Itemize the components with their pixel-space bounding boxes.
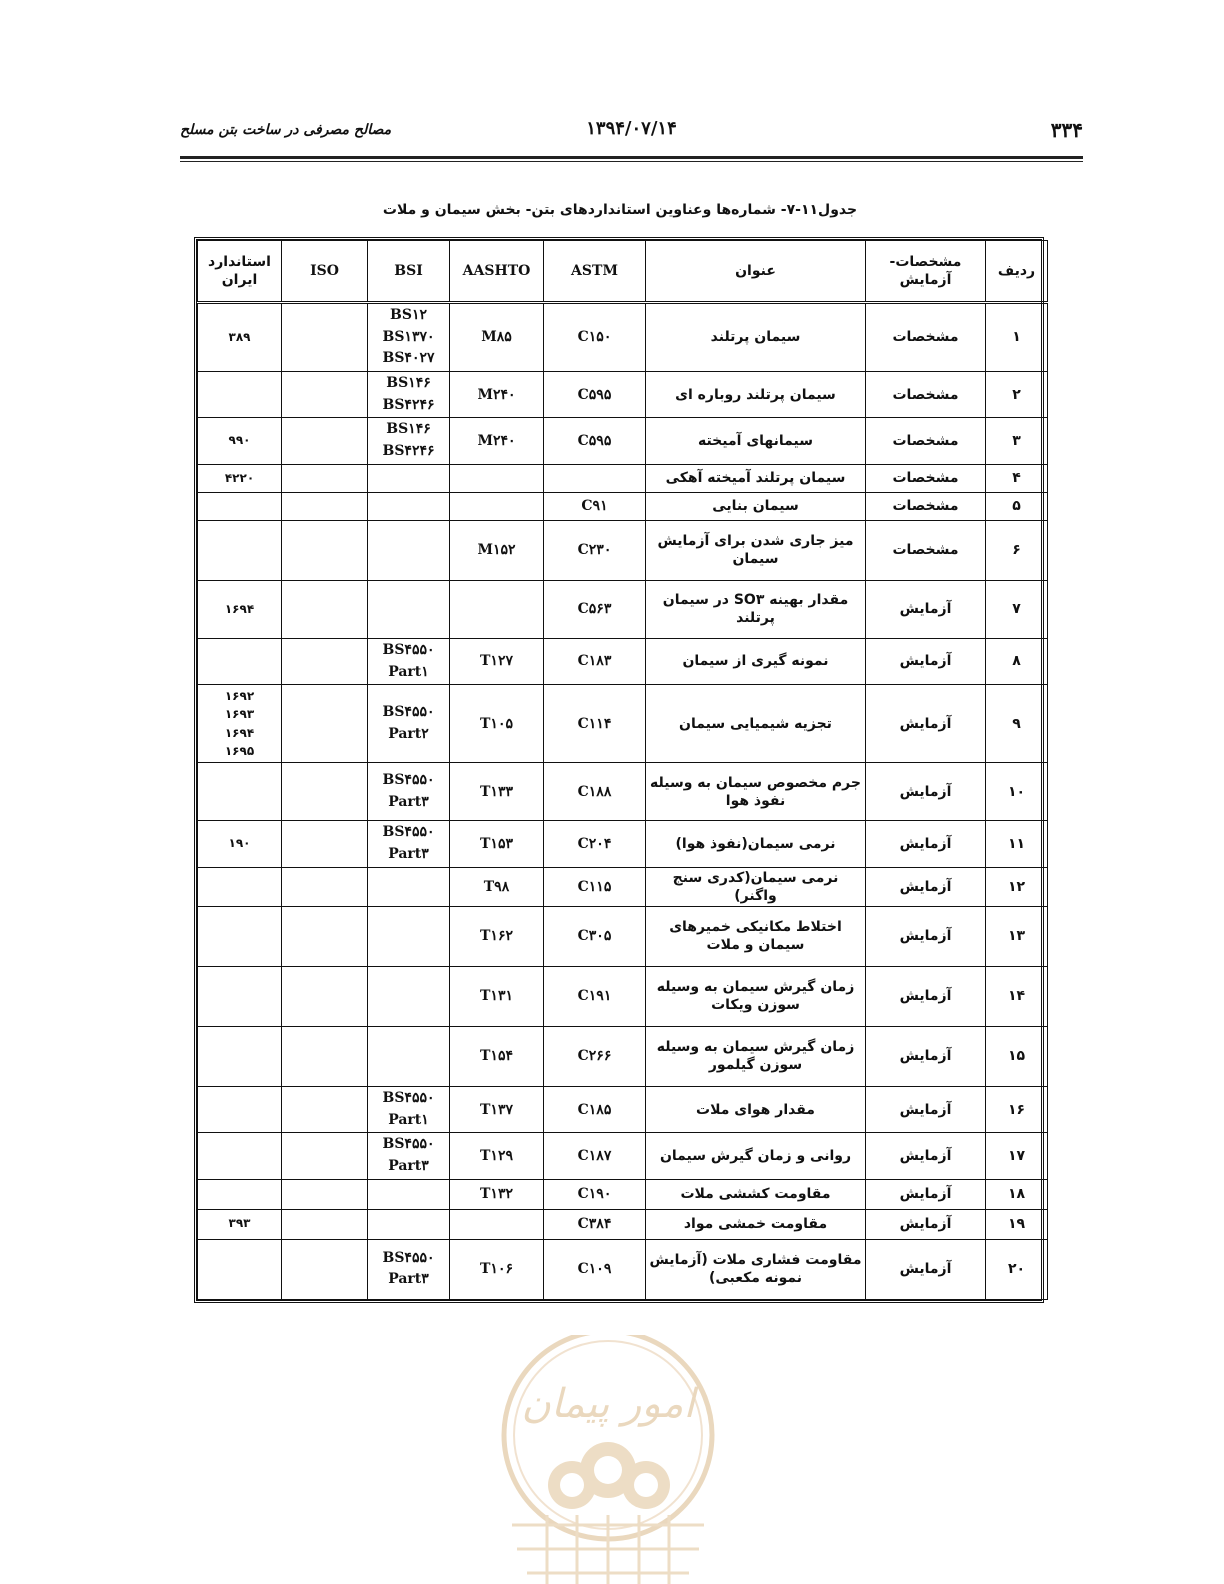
cell-bsi: BS۴۵۵۰ Part۱	[368, 1086, 450, 1132]
cell-iso	[282, 763, 368, 821]
cell-type: مشخصات	[866, 492, 986, 520]
cell-aashto	[450, 580, 544, 638]
cell-row-number: ۱۶	[986, 1086, 1048, 1132]
standards-table	[197, 240, 1048, 1300]
cell-iran	[198, 1179, 282, 1209]
col-header-row: ردیف	[986, 241, 1048, 303]
cell-row-number: ۱۰	[986, 763, 1048, 821]
cell-iran	[198, 763, 282, 821]
cell-bsi	[368, 1026, 450, 1086]
table-row	[198, 1086, 1048, 1132]
cell-iso	[282, 966, 368, 1026]
page-number: ۳۳۴	[1050, 118, 1083, 142]
cell-aashto: T۱۰۵	[450, 685, 544, 763]
cell-type: آزمایش	[866, 821, 986, 867]
cell-type: آزمایش	[866, 1026, 986, 1086]
col-header-type: مشخصات- آزمایش	[866, 241, 986, 303]
cell-type: آزمایش	[866, 1179, 986, 1209]
cell-astm: C۱۹۰	[544, 1179, 646, 1209]
cell-type: آزمایش	[866, 1133, 986, 1179]
cell-iran	[198, 1239, 282, 1299]
cell-type: آزمایش	[866, 1239, 986, 1299]
cell-iso	[282, 906, 368, 966]
cell-iso	[282, 638, 368, 684]
table-row	[198, 464, 1048, 492]
cell-row-number: ۱	[986, 303, 1048, 372]
cell-bsi: BS۱۴۶ BS۴۲۴۶	[368, 372, 450, 418]
cell-astm: C۹۱	[544, 492, 646, 520]
cell-astm: C۱۱۵	[544, 867, 646, 906]
cell-aashto: T۱۲۷	[450, 638, 544, 684]
cell-iran: ۳۹۳	[198, 1209, 282, 1239]
cell-aashto: M۸۵	[450, 303, 544, 372]
cell-type: مشخصات	[866, 372, 986, 418]
cell-iran	[198, 638, 282, 684]
header-rule-thin	[180, 161, 1083, 162]
cell-astm: C۵۶۳	[544, 580, 646, 638]
cell-title: زمان گیرش سیمان به وسیله سوزن ویکات	[646, 966, 866, 1026]
cell-title: اختلاط مکانیکی خمیرهای سیمان و ملات	[646, 906, 866, 966]
cell-row-number: ۱۹	[986, 1209, 1048, 1239]
cell-astm: C۱۸۷	[544, 1133, 646, 1179]
cell-aashto: T۹۸	[450, 867, 544, 906]
col-header-iran: استاندارد ایران	[198, 241, 282, 303]
table-row	[198, 580, 1048, 638]
cell-bsi	[368, 580, 450, 638]
cell-title: جرم مخصوص سیمان به وسیله نفوذ هوا	[646, 763, 866, 821]
table-row	[198, 303, 1048, 372]
table-row	[198, 685, 1048, 763]
cell-title: نرمی سیمان(نفوذ هوا)	[646, 821, 866, 867]
cell-iran	[198, 1133, 282, 1179]
cell-bsi	[368, 966, 450, 1026]
cell-aashto: T۱۳۲	[450, 1179, 544, 1209]
header-rule	[180, 156, 1083, 159]
table-row	[198, 1133, 1048, 1179]
table-row	[198, 492, 1048, 520]
table-row	[198, 966, 1048, 1026]
cell-type: آزمایش	[866, 685, 986, 763]
cell-iran	[198, 906, 282, 966]
cell-iso	[282, 520, 368, 580]
cell-row-number: ۷	[986, 580, 1048, 638]
seal-text: امور پیمان	[521, 1381, 695, 1427]
cell-type: آزمایش	[866, 1209, 986, 1239]
cell-aashto: T۱۳۷	[450, 1086, 544, 1132]
table-row	[198, 1209, 1048, 1239]
cell-title: سیمانهای آمیخته	[646, 418, 866, 464]
cell-row-number: ۱۳	[986, 906, 1048, 966]
cell-title: مقدار هوای ملات	[646, 1086, 866, 1132]
cell-iso	[282, 1133, 368, 1179]
cell-iso	[282, 418, 368, 464]
cell-row-number: ۳	[986, 418, 1048, 464]
cell-title: میز جاری شدن برای آزمایش سیمان	[646, 520, 866, 580]
cell-row-number: ۱۱	[986, 821, 1048, 867]
cell-iran: ۱۶۹۲ ۱۶۹۳ ۱۶۹۴ ۱۶۹۵	[198, 685, 282, 763]
cell-type: آزمایش	[866, 580, 986, 638]
cell-aashto: T۱۵۳	[450, 821, 544, 867]
cell-iso	[282, 464, 368, 492]
amour-peyman-seal-watermark	[497, 1335, 719, 1584]
cell-iran	[198, 867, 282, 906]
cell-title: تجزیه شیمیایی سیمان	[646, 685, 866, 763]
table-row	[198, 1239, 1048, 1299]
cell-row-number: ۱۲	[986, 867, 1048, 906]
cell-title: نمونه گیری از سیمان	[646, 638, 866, 684]
cell-iso	[282, 1026, 368, 1086]
cell-iran: ۱۶۹۴	[198, 580, 282, 638]
cell-bsi: BS۴۵۵۰ Part۱	[368, 638, 450, 684]
cell-iran	[198, 492, 282, 520]
cell-title: روانی و زمان گیرش سیمان	[646, 1133, 866, 1179]
cell-aashto	[450, 492, 544, 520]
cell-row-number: ۶	[986, 520, 1048, 580]
col-header-aashto: AASHTO	[450, 241, 544, 303]
cell-bsi	[368, 1209, 450, 1239]
cell-aashto: M۲۴۰	[450, 372, 544, 418]
book-title: مصالح مصرفی در ساخت بتن مسلح	[180, 122, 392, 138]
cell-iran: ۱۹۰	[198, 821, 282, 867]
col-header-title: عنوان	[646, 241, 866, 303]
cell-bsi	[368, 867, 450, 906]
col-header-astm: ASTM	[544, 241, 646, 303]
cell-row-number: ۴	[986, 464, 1048, 492]
cell-type: مشخصات	[866, 520, 986, 580]
cell-iran	[198, 520, 282, 580]
cell-bsi	[368, 464, 450, 492]
cell-astm: C۱۸۸	[544, 763, 646, 821]
cell-astm: C۳۰۵	[544, 906, 646, 966]
cell-title: نرمی سیمان(کدری سنج واگنر)	[646, 867, 866, 906]
cell-iran	[198, 372, 282, 418]
cell-aashto: T۱۵۴	[450, 1026, 544, 1086]
cell-title: مقاومت فشاری ملات (آزمایش نمونه مکعبی)	[646, 1239, 866, 1299]
cell-bsi: BS۴۵۵۰ Part۳	[368, 763, 450, 821]
cell-astm: C۱۵۰	[544, 303, 646, 372]
cell-title: مقدار بهینه SO۳ در سیمان پرتلند	[646, 580, 866, 638]
cell-iso	[282, 580, 368, 638]
cell-iran	[198, 1086, 282, 1132]
cell-type: مشخصات	[866, 303, 986, 372]
cell-title: سیمان بنایی	[646, 492, 866, 520]
cell-iran: ۴۲۲۰	[198, 464, 282, 492]
cell-type: مشخصات	[866, 418, 986, 464]
cell-aashto: M۱۵۲	[450, 520, 544, 580]
table-caption: جدول۱۱-۷- شماره‌ها وعناوین استانداردهای بتن- بخش سیمان و ملات	[382, 202, 858, 218]
cell-bsi: BS۴۵۵۰ Part۳	[368, 821, 450, 867]
header-date: ۱۳۹۴/۰۷/۱۴	[586, 118, 677, 139]
cell-astm: C۱۸۳	[544, 638, 646, 684]
cell-row-number: ۱۵	[986, 1026, 1048, 1086]
cell-bsi: BS۴۵۵۰ Part۳	[368, 1133, 450, 1179]
cell-row-number: ۱۸	[986, 1179, 1048, 1209]
table-header-row	[198, 241, 1048, 303]
table-row	[198, 821, 1048, 867]
cell-title: مقاومت کششی ملات	[646, 1179, 866, 1209]
cell-title: زمان گیرش سیمان به وسیله سوزن گیلمور	[646, 1026, 866, 1086]
cell-aashto: M۲۴۰	[450, 418, 544, 464]
cell-iso	[282, 1209, 368, 1239]
cell-iso	[282, 1086, 368, 1132]
table-row	[198, 1026, 1048, 1086]
cell-astm: C۵۹۵	[544, 418, 646, 464]
cell-astm: C۱۹۱	[544, 966, 646, 1026]
table-row	[198, 867, 1048, 906]
col-header-iso: ISO	[282, 241, 368, 303]
cell-bsi	[368, 1179, 450, 1209]
cell-iso	[282, 303, 368, 372]
page-header	[180, 118, 1083, 148]
cell-iran: ۳۸۹	[198, 303, 282, 372]
table-row	[198, 638, 1048, 684]
cell-aashto: T۱۰۶	[450, 1239, 544, 1299]
cell-row-number: ۱۷	[986, 1133, 1048, 1179]
cell-bsi: BS۴۵۵۰ Part۲	[368, 685, 450, 763]
cell-aashto: T۱۲۹	[450, 1133, 544, 1179]
cell-iso	[282, 685, 368, 763]
cell-aashto: T۱۳۳	[450, 763, 544, 821]
cell-astm: C۲۶۶	[544, 1026, 646, 1086]
cell-iso	[282, 372, 368, 418]
standards-table-frame	[194, 237, 1044, 1303]
cell-aashto: T۱۶۲	[450, 906, 544, 966]
cell-row-number: ۵	[986, 492, 1048, 520]
cell-astm: C۱۰۹	[544, 1239, 646, 1299]
cell-iran: ۹۹۰	[198, 418, 282, 464]
cell-title: سیمان پرتلند	[646, 303, 866, 372]
cell-bsi: BS۱۲ BS۱۳۷۰ BS۴۰۲۷	[368, 303, 450, 372]
cell-type: آزمایش	[866, 763, 986, 821]
cell-iso	[282, 867, 368, 906]
cell-type: آزمایش	[866, 638, 986, 684]
cell-title: سیمان پرتلند آمیخته آهکی	[646, 464, 866, 492]
cell-type: آزمایش	[866, 867, 986, 906]
cell-row-number: ۸	[986, 638, 1048, 684]
table-row	[198, 906, 1048, 966]
cell-type: آزمایش	[866, 906, 986, 966]
cell-title: سیمان پرتلند روباره ای	[646, 372, 866, 418]
cell-bsi	[368, 906, 450, 966]
cell-iso	[282, 1179, 368, 1209]
table-row	[198, 418, 1048, 464]
cell-iso	[282, 1239, 368, 1299]
cell-astm: C۲۳۰	[544, 520, 646, 580]
cell-astm: C۲۰۴	[544, 821, 646, 867]
cell-type: مشخصات	[866, 464, 986, 492]
table-body	[198, 303, 1048, 1300]
cell-row-number: ۲	[986, 372, 1048, 418]
cell-bsi: BS۴۵۵۰ Part۳	[368, 1239, 450, 1299]
cell-type: آزمایش	[866, 1086, 986, 1132]
cell-bsi	[368, 492, 450, 520]
cell-astm	[544, 464, 646, 492]
table-row	[198, 520, 1048, 580]
cell-astm: C۵۹۵	[544, 372, 646, 418]
cell-iran	[198, 1026, 282, 1086]
cell-title: مقاومت خمشی مواد	[646, 1209, 866, 1239]
cell-iran	[198, 966, 282, 1026]
cell-aashto	[450, 464, 544, 492]
cell-astm: C۱۱۴	[544, 685, 646, 763]
cell-type: آزمایش	[866, 966, 986, 1026]
cell-iso	[282, 492, 368, 520]
cell-aashto	[450, 1209, 544, 1239]
cell-iso	[282, 821, 368, 867]
cell-aashto: T۱۳۱	[450, 966, 544, 1026]
table-row	[198, 763, 1048, 821]
cell-bsi	[368, 520, 450, 580]
cell-astm: C۱۸۵	[544, 1086, 646, 1132]
cell-astm: C۳۸۴	[544, 1209, 646, 1239]
cell-bsi: BS۱۴۶ BS۴۲۴۶	[368, 418, 450, 464]
table-row	[198, 1179, 1048, 1209]
cell-row-number: ۲۰	[986, 1239, 1048, 1299]
col-header-bsi: BSI	[368, 241, 450, 303]
cell-row-number: ۹	[986, 685, 1048, 763]
cell-row-number: ۱۴	[986, 966, 1048, 1026]
table-row	[198, 372, 1048, 418]
